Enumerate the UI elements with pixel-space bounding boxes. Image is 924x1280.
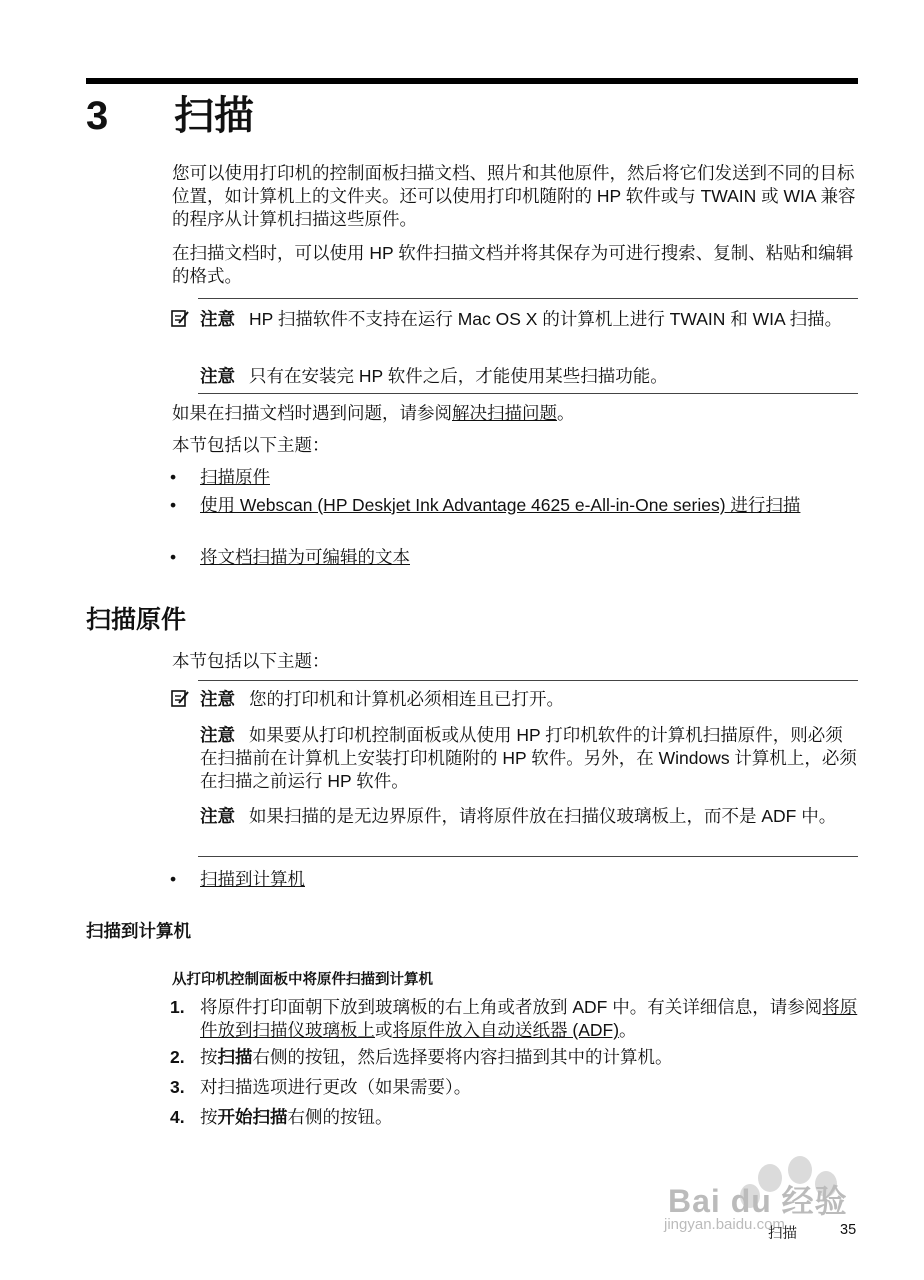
chapter-title: 扫描 <box>174 94 254 138</box>
subsection-heading: 扫描到计算机 <box>86 921 191 941</box>
note-rule-bottom <box>198 856 858 857</box>
note-text: HP 扫描软件不支持在运行 Mac OS X 的计算机上进行 TWAIN 和 WIA 扫描。 <box>249 309 843 329</box>
step-number: 3. <box>170 1077 185 1097</box>
step-number: 4. <box>170 1107 185 1127</box>
note-text: 只有在安装完 HP 软件之后，才能使用某些扫描功能。 <box>249 366 668 386</box>
step-text <box>200 1046 860 1069</box>
footer-section-name: 扫描 <box>768 1226 797 1242</box>
step-text-bold: 扫描 <box>217 1047 253 1067</box>
step-link-adf[interactable]: 将原件放入自动送纸器 (ADF) <box>392 1020 620 1040</box>
bullet-dot: • <box>170 467 177 487</box>
note-label: 注意 <box>200 689 235 709</box>
chapter-heading <box>86 88 254 144</box>
note-icon <box>170 308 190 328</box>
chapter-number: 3 <box>86 94 109 138</box>
note-rule-top <box>198 298 858 299</box>
footer-page-number: 35 <box>840 1222 857 1238</box>
topic-link[interactable]: 使用 Webscan (HP Deskjet Ink Advantage 4625 e-All-in-One series) 进行扫描 <box>200 495 801 515</box>
note-rule-top <box>198 680 858 681</box>
step-text <box>200 1106 860 1129</box>
note-label: 注意 <box>200 309 235 329</box>
bullet-dot: • <box>170 495 177 515</box>
trouble-prefix: 如果在扫描文档时遇到问题，请参阅 <box>172 403 452 423</box>
intro-paragraph-1: 您可以使用打印机的控制面板扫描文档、照片和其他原件，然后将它们发送到不同的目标位置，如计算机上的文件夹。还可以使用打印机随附的 HP 软件或与 TWAIN 或 WIA 兼容的程序从计算机扫描这些原件。 <box>172 163 856 229</box>
trouble-paragraph <box>172 402 862 425</box>
note-5 <box>200 805 860 828</box>
note-1 <box>200 308 860 331</box>
topic-link[interactable]: 将文档扫描为可编辑的文本 <box>200 547 410 567</box>
note-text: 如果要从打印机控制面板或从使用 HP 打印机软件的计算机扫描原件，则必须在扫描前在计算机上安装打印机随附的 HP 软件。另外，在 Windows 计算机上，必须在扫描之前运行 HP 软件。 <box>200 725 857 791</box>
topics-intro: 本节包括以下主题： <box>172 435 330 455</box>
intro-paragraph-2: 在扫描文档时，可以使用 HP 软件扫描文档并将其保存为可进行搜索、复制、粘贴和编辑的格式。 <box>172 243 854 286</box>
step-text-part: 右侧的按钮。 <box>287 1107 393 1127</box>
topic-link[interactable]: 扫描原件 <box>200 467 270 487</box>
note-label: 注意 <box>200 725 235 745</box>
step-text-part: 将原件打印面朝下放到玻璃板的右上角或者放到 ADF 中。有关详细信息，请参阅 <box>200 997 823 1017</box>
note-2 <box>200 365 860 388</box>
procedure-title: 从打印机控制面板中将原件扫描到计算机 <box>172 972 433 988</box>
bullet-dot: • <box>170 869 177 889</box>
step-text <box>200 996 860 1042</box>
step-text-part: 。 <box>619 1020 637 1040</box>
step-text-bold: 开始扫描 <box>217 1107 288 1127</box>
step-text-part: 按 <box>200 1107 218 1127</box>
note-label: 注意 <box>200 806 235 826</box>
watermark-url: jingyan.baidu.com <box>664 1216 785 1233</box>
note-rule-bottom <box>198 393 858 394</box>
note-text: 您的打印机和计算机必须相连且已打开。 <box>249 689 564 709</box>
watermark-brand: Bai du 经验 <box>668 1183 848 1219</box>
bullet-dot: • <box>170 547 177 567</box>
section-intro: 本节包括以下主题： <box>172 651 330 671</box>
trouble-link[interactable]: 解决扫描问题 <box>452 403 557 423</box>
topic-link[interactable]: 扫描到计算机 <box>200 869 305 889</box>
step-link-glass[interactable]: 将原件放到扫描仪玻璃板上 <box>200 997 858 1040</box>
note-label: 注意 <box>200 366 235 386</box>
trouble-suffix: 。 <box>557 403 575 423</box>
note-4 <box>200 724 860 793</box>
note-text: 如果扫描的是无边界原件，请将原件放在扫描仪玻璃板上，而不是 ADF 中。 <box>249 806 837 826</box>
step-number: 1. <box>170 997 185 1017</box>
step-number: 2. <box>170 1047 185 1067</box>
step-text <box>200 1076 860 1099</box>
section-heading: 扫描原件 <box>86 606 187 634</box>
note-icon <box>170 688 190 708</box>
step-text-part: 对扫描选项进行更改（如果需要）。 <box>200 1077 472 1097</box>
step-text-part: 右侧的按钮，然后选择要将内容扫描到其中的计算机。 <box>252 1047 673 1067</box>
step-text-part: 或 <box>375 1020 393 1040</box>
top-rule <box>86 78 858 84</box>
note-3 <box>200 688 860 711</box>
step-text-part: 按 <box>200 1047 218 1067</box>
